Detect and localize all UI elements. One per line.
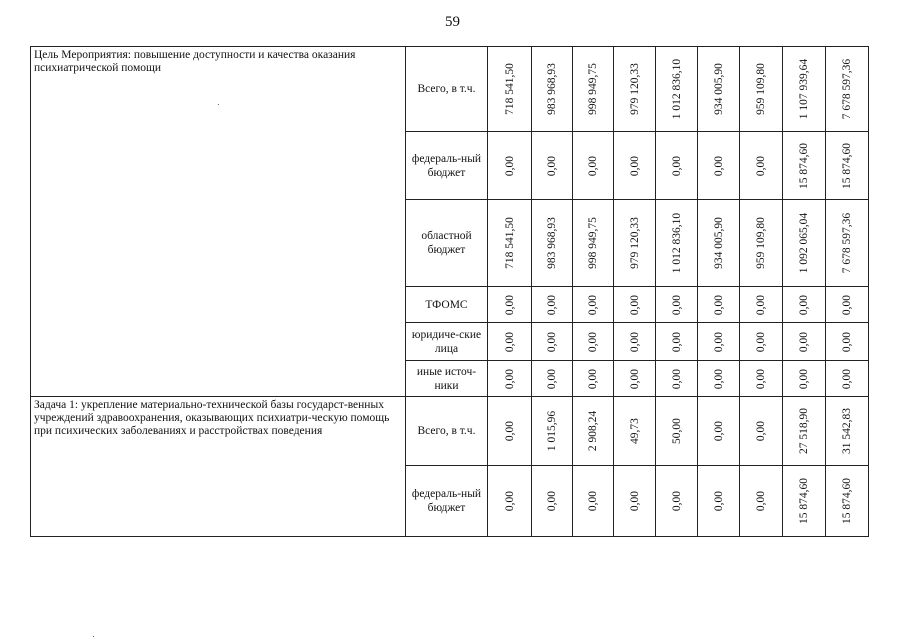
amount-value: 15 874,60 [841,142,853,189]
amount-cell [783,397,826,466]
amount-value: 0,00 [587,155,599,176]
budget-table [30,46,869,537]
task-row [31,397,869,466]
amount-value: 0,00 [503,331,516,352]
amount-cell [532,132,573,200]
amount-value: 0,00 [712,420,725,442]
amount-value: 0,00 [503,490,516,512]
amount-value: 998 949,75 [587,63,599,115]
amount-value: 0,00 [628,368,641,389]
task-description: Задача 1: укрепление материально-технической базы государст-венных учреждений здравоохранения, оказывающих психиатри-ческую помощь при психических заболеваниях и расстройствах поведения [31,397,406,537]
amount-cell [488,466,532,537]
amount-value: 959 109,80 [755,217,767,269]
amount-value: 7 678 597,36 [841,58,853,120]
amount-value: 50,00 [670,418,683,444]
amount-cell [698,466,740,537]
amount-cell [783,132,826,200]
amount-cell [488,200,532,287]
amount-cell [656,466,698,537]
amount-cell [573,47,614,132]
amount-cell [783,200,826,287]
amount-value: 0,00 [546,490,558,512]
amount-value: 0,00 [755,331,767,352]
page-number: 59 [445,14,460,30]
amount-cell [656,200,698,287]
amount-value: 15 874,60 [841,478,853,524]
amount-cell [532,323,573,361]
amount-cell [826,47,869,132]
funding-source-label: федераль-ный бюджет [406,466,488,537]
amount-cell [740,466,783,537]
amount-cell [698,287,740,323]
amount-cell [698,47,740,132]
amount-value: 1 012 836,10 [670,58,683,120]
amount-value: 0,00 [587,368,599,389]
amount-cell [783,323,826,361]
amount-value: 0,00 [798,331,810,352]
amount-cell [614,397,656,466]
amount-value: 0,00 [841,331,853,352]
amount-value: 979 120,33 [628,217,641,269]
amount-cell [783,361,826,397]
amount-value: 934 005,90 [712,63,725,115]
amount-cell [826,466,869,537]
amount-cell [573,466,614,537]
amount-cell [698,397,740,466]
amount-cell [656,361,698,397]
amount-cell [532,287,573,323]
amount-cell [783,287,826,323]
amount-value: 959 109,80 [755,63,767,115]
amount-cell [488,47,532,132]
amount-cell [573,132,614,200]
amount-value: 998 949,75 [587,217,599,269]
amount-value: 0,00 [670,331,683,352]
amount-value: 0,00 [712,294,725,315]
amount-cell [826,397,869,466]
amount-value: 0,00 [503,155,516,176]
amount-value: 718 541,50 [503,63,516,115]
amount-cell [614,361,656,397]
amount-value: 0,00 [670,368,683,389]
amount-cell [656,397,698,466]
amount-value: 0,00 [628,331,641,352]
amount-value: 0,00 [587,331,599,352]
amount-value: 0,00 [712,490,725,512]
amount-value: 15 874,60 [798,478,810,524]
amount-cell [740,397,783,466]
amount-cell [532,47,573,132]
amount-value: 983 968,93 [546,217,558,269]
scan-speck [93,636,94,637]
amount-cell [783,47,826,132]
amount-cell [532,200,573,287]
amount-value: 0,00 [712,368,725,389]
amount-value: 0,00 [755,368,767,389]
amount-value: 1 012 836,10 [670,212,683,274]
amount-value: 0,00 [798,368,810,389]
amount-value: 0,00 [670,490,683,512]
amount-cell [614,323,656,361]
amount-value: 0,00 [503,294,516,315]
amount-cell [740,323,783,361]
amount-cell [573,287,614,323]
amount-cell [826,132,869,200]
amount-cell [826,200,869,287]
amount-cell [656,287,698,323]
amount-cell [532,466,573,537]
amount-cell [532,397,573,466]
scan-speck [218,104,219,105]
funding-source-label: иные источ-ники [406,361,488,397]
amount-value: 0,00 [712,331,725,352]
amount-value: 27 518,90 [798,408,810,454]
amount-value: 0,00 [503,420,516,442]
amount-value: 0,00 [628,294,641,315]
amount-cell [826,323,869,361]
amount-cell [740,47,783,132]
funding-source-label: федераль-ный бюджет [406,132,488,200]
amount-cell [698,323,740,361]
amount-value: 0,00 [755,420,767,442]
amount-value: 718 541,50 [503,217,516,269]
amount-cell [740,132,783,200]
amount-cell [532,361,573,397]
table-body [31,47,869,537]
amount-cell [488,361,532,397]
amount-value: 0,00 [503,368,516,389]
amount-value: 0,00 [546,331,558,352]
amount-value: 49,73 [628,418,641,444]
amount-cell [488,132,532,200]
funding-source-label: юридиче-ские лица [406,323,488,361]
amount-value: 0,00 [712,155,725,176]
amount-value: 934 005,90 [712,217,725,269]
amount-value: 0,00 [546,155,558,176]
amount-value: 0,00 [546,294,558,315]
amount-value: 2 908,24 [587,410,599,452]
amount-cell [614,466,656,537]
amount-value: 0,00 [755,490,767,512]
amount-cell [614,287,656,323]
amount-cell [488,397,532,466]
amount-value: 1 015,96 [546,410,558,452]
amount-cell [573,361,614,397]
amount-cell [573,397,614,466]
amount-cell [698,200,740,287]
amount-cell [826,287,869,323]
amount-cell [488,287,532,323]
amount-cell [740,361,783,397]
amount-cell [573,323,614,361]
amount-value: 7 678 597,36 [841,212,853,274]
amount-value: 0,00 [628,155,641,176]
funding-source-label: Всего, в т.ч. [406,47,488,132]
amount-cell [698,132,740,200]
goal-row [31,47,869,132]
amount-value: 1 092 065,04 [798,212,810,274]
goal-description: Цель Мероприятия: повышение доступности и качества оказания психиатрической помощи [31,47,406,397]
amount-value: 0,00 [841,368,853,389]
funding-source-label: ТФОМС [406,287,488,323]
amount-value: 0,00 [670,155,683,176]
amount-value: 983 968,93 [546,63,558,115]
amount-value: 0,00 [798,294,810,315]
amount-value: 0,00 [546,368,558,389]
amount-value: 1 107 939,64 [798,58,810,120]
amount-cell [573,200,614,287]
amount-cell [783,466,826,537]
amount-value: 31 542,83 [841,408,853,454]
amount-value: 0,00 [587,490,599,512]
amount-cell [740,287,783,323]
amount-value: 0,00 [755,294,767,315]
amount-cell [826,361,869,397]
amount-value: 15 874,60 [798,142,810,189]
funding-source-label: областной бюджет [406,200,488,287]
amount-cell [614,200,656,287]
amount-value: 0,00 [755,155,767,176]
amount-cell [698,361,740,397]
amount-value: 0,00 [587,294,599,315]
amount-cell [656,132,698,200]
amount-cell [656,323,698,361]
funding-source-label: Всего, в т.ч. [406,397,488,466]
amount-value: 979 120,33 [628,63,641,115]
amount-cell [488,323,532,361]
amount-cell [656,47,698,132]
amount-cell [740,200,783,287]
amount-value: 0,00 [628,490,641,512]
amount-value: 0,00 [841,294,853,315]
amount-cell [614,132,656,200]
amount-value: 0,00 [670,294,683,315]
amount-cell [614,47,656,132]
